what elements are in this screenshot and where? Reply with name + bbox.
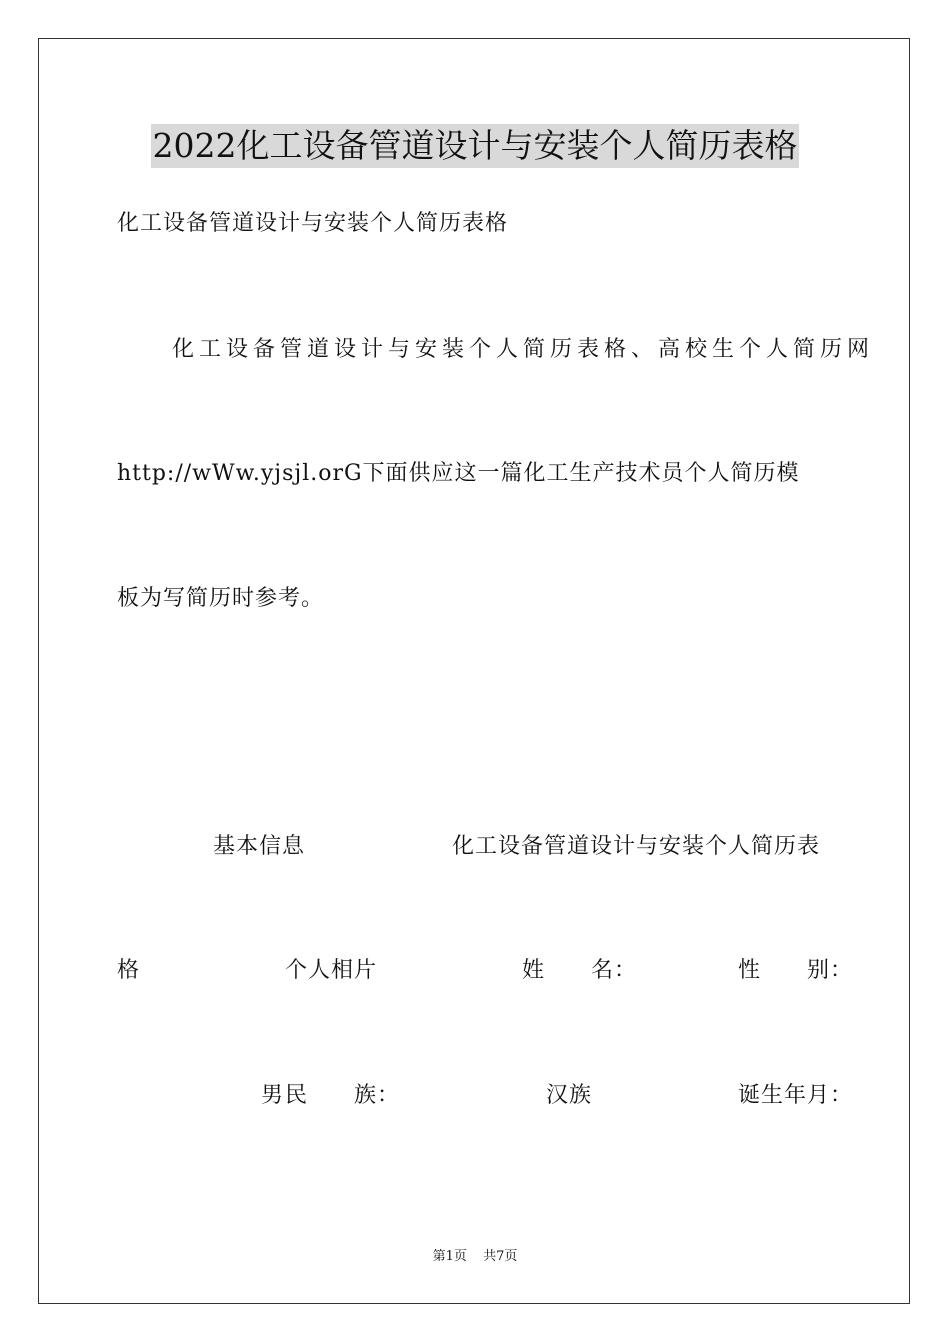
page-total: 共7页 (483, 1249, 518, 1264)
form-title-end: 格 (117, 958, 141, 983)
paragraph-line-3: 板为写简历时参考。 (117, 586, 325, 611)
paragraph-line-2: http://wWw.yjsjl.orG下面供应这一篇化工生产技术员个人简历模 (117, 461, 800, 486)
gender-value: 男 (261, 1083, 285, 1108)
paragraph-line-1: 化工设备管道设计与安装个人简历表格、高校生个人简历网 (172, 337, 875, 362)
birth-label: 诞生年月： (738, 1083, 854, 1108)
gender-label: 性 别： (738, 958, 854, 983)
form-title-part: 化工设备管道设计与安装个人简历表 (452, 834, 821, 859)
document-title: 2022化工设备管道设计与安装个人简历表格 (151, 124, 800, 168)
ethnicity-value: 汉族 (546, 1083, 593, 1108)
photo-label: 个人相片 (285, 958, 378, 983)
name-label: 姓 名： (522, 958, 638, 983)
page-footer (0, 1248, 950, 1266)
page-number: 第1页 (432, 1249, 467, 1264)
subtitle-line: 化工设备管道设计与安装个人简历表格 (117, 211, 509, 236)
basic-info-label: 基本信息 (213, 834, 306, 859)
ethnicity-label: 民 族： (285, 1083, 401, 1108)
title-container (0, 124, 950, 168)
